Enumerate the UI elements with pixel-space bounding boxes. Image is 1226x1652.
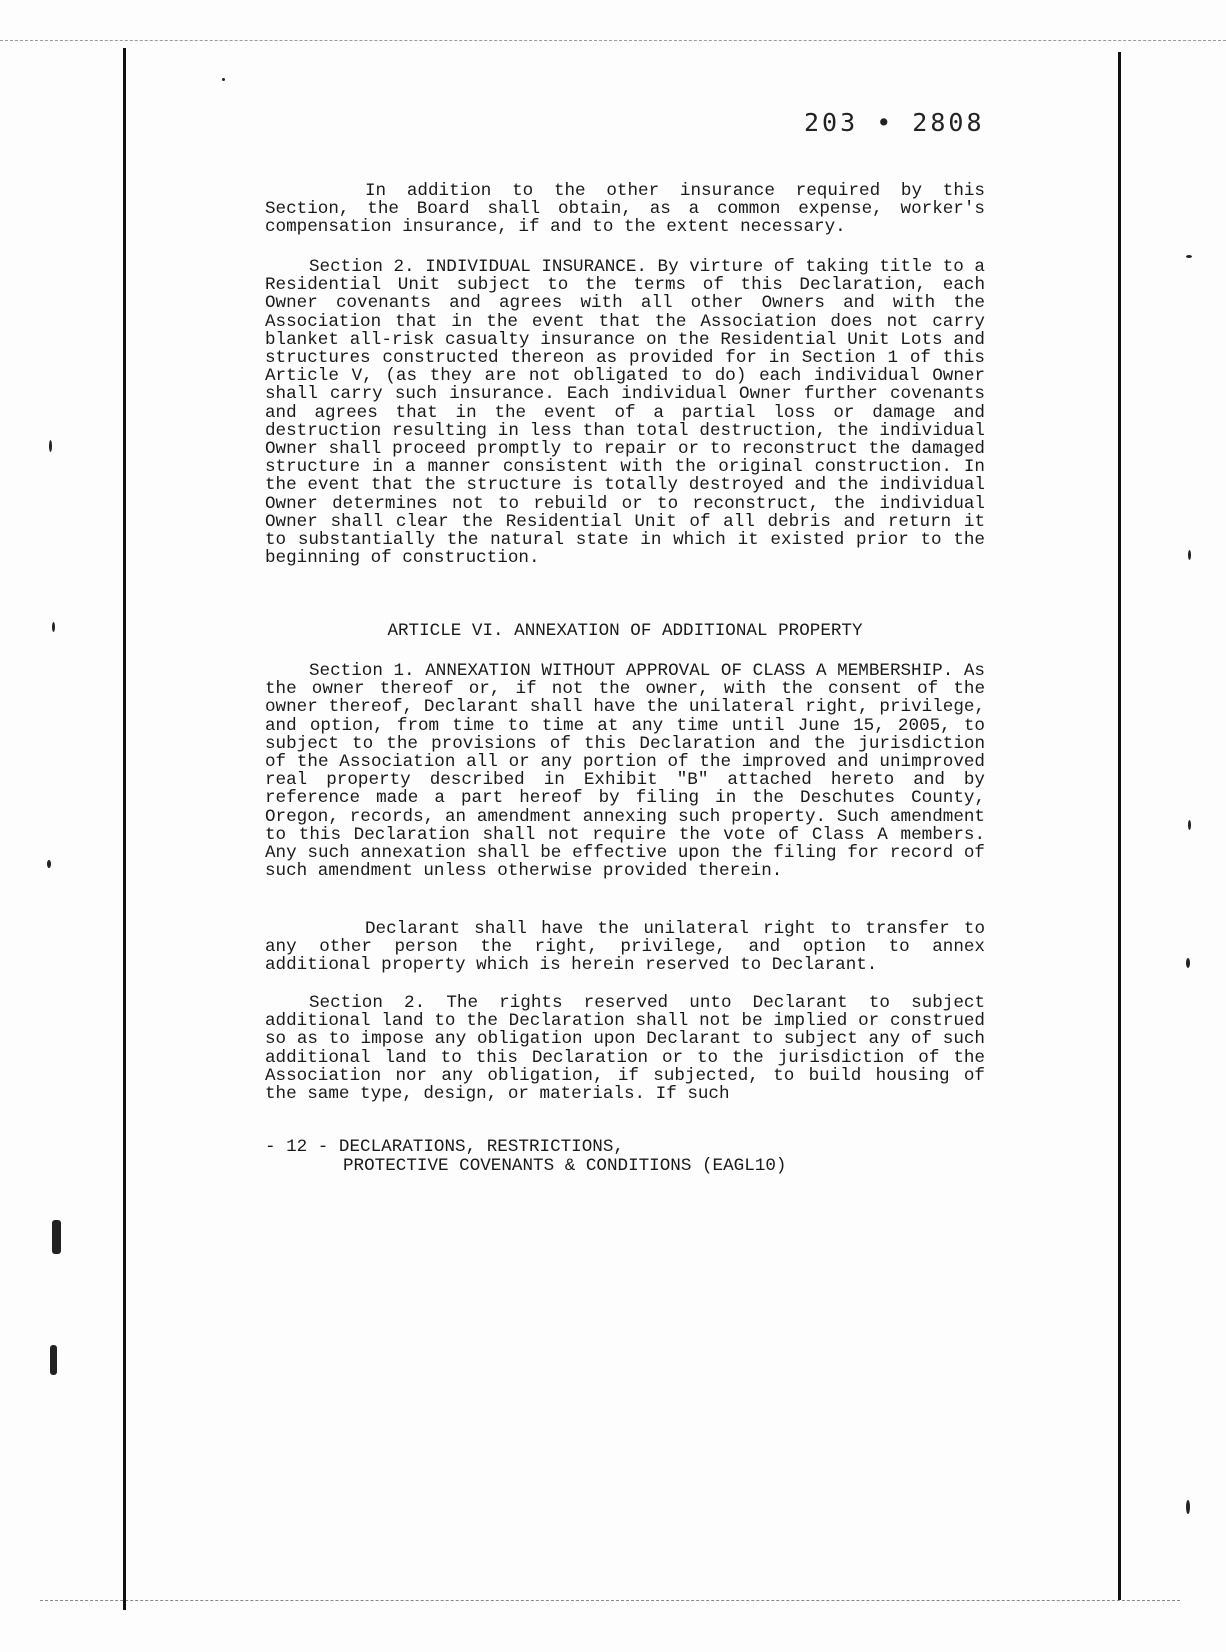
scan-speck: [52, 1220, 61, 1254]
paragraph-annexation-section-1: Section 1. ANNEXATION WITHOUT APPROVAL OF CLASS A MEMBERSHIP. As the owner thereof or, if not the owner, with the consent of the owner thereof, Declarant shall have the unilateral right, privilege, and option, from time to time at any time until June 15, 2005, to subject to the provisions of this Declaration and the jurisdiction of the Association all or any portion of the improved and unimproved real property described in Exhibit "B" attached hereto and by reference made a part hereof by filing in the Deschutes County, Oregon, records, an amendment annexing such property. Such amendment to this Declaration shall not require the vote of Class A members. Any such annexation shall be effective upon the filing for record of such amendment unless otherwise provided therein.: [265, 661, 985, 882]
scan-edge-bottom: [40, 1600, 1180, 1601]
document-stamp-number: 203 • 2808: [804, 108, 985, 137]
scan-speck: [1186, 1500, 1190, 1514]
article-heading: ARTICLE VI. ANNEXATION OF ADDITIONAL PROPERTY: [387, 621, 863, 641]
scan-speck: [50, 1345, 57, 1375]
right-margin-rule: [1118, 52, 1121, 1600]
footer-line-1: - 12 - DECLARATIONS, RESTRICTIONS,: [265, 1137, 624, 1157]
scan-speck: [52, 622, 55, 632]
scan-speck: [47, 860, 51, 868]
scan-speck: [1188, 820, 1191, 830]
scan-edge-top: [0, 40, 1226, 41]
paragraph-annexation-section-2: Section 2. The rights reserved unto Declarant to subject additional land to the Declaration shall not be implied or construed so as to impose any obligation upon Declarant to subject any of such additional land to this Declaration or to the jurisdiction of the Association nor any obligation, if subjected, to build housing of the same type, design, or materials. If such: [265, 993, 985, 1105]
scan-speck: [1188, 550, 1191, 560]
paragraph-transfer-right: Declarant shall have the unilateral right to transfer to any other person the right, privilege, and option to annex additional property which is herein reserved to Declarant.: [265, 919, 985, 976]
scan-speck: [49, 440, 52, 452]
scan-speck: [1186, 255, 1192, 258]
scan-speck: [1186, 958, 1190, 968]
footer-line-2: PROTECTIVE COVENANTS & CONDITIONS (EAGL10): [343, 1156, 787, 1176]
left-margin-rule: [123, 48, 126, 1610]
paragraph-individual-insurance: Section 2. INDIVIDUAL INSURANCE. By virture of taking title to a Residential Unit subject to the terms of this Declaration, each Owner covenants and agrees with all other Owners and with the Association that in the event that the Association does not carry blanket all-risk casualty insurance on the Residential Unit Lots and structures constructed thereon as provided for in Section 1 of this Article V, (as they are not obligated to do) each individual Owner shall carry such insurance. Each individual Owner further covenants and agrees that in the event of a partial loss or damage and destruction resulting in less than total destruction, the individual Owner shall proceed promptly to repair or to reconstruct the damaged structure in a manner consistent with the original construction. In the event that the structure is totally destroyed and the individual Owner determines not to rebuild or to reconstruct, the individual Owner shall clear the Residential Unit of all debris and return it to substantially the natural state in which it existed prior to the beginning of construction.: [265, 257, 985, 569]
page-footer: [265, 1138, 985, 1176]
paragraph-workers-compensation: In addition to the other insurance required by this Section, the Board shall obtain, as a common expense, worker's compensation insurance, if and to the extent necessary.: [265, 181, 985, 238]
scan-speck: [222, 78, 225, 81]
